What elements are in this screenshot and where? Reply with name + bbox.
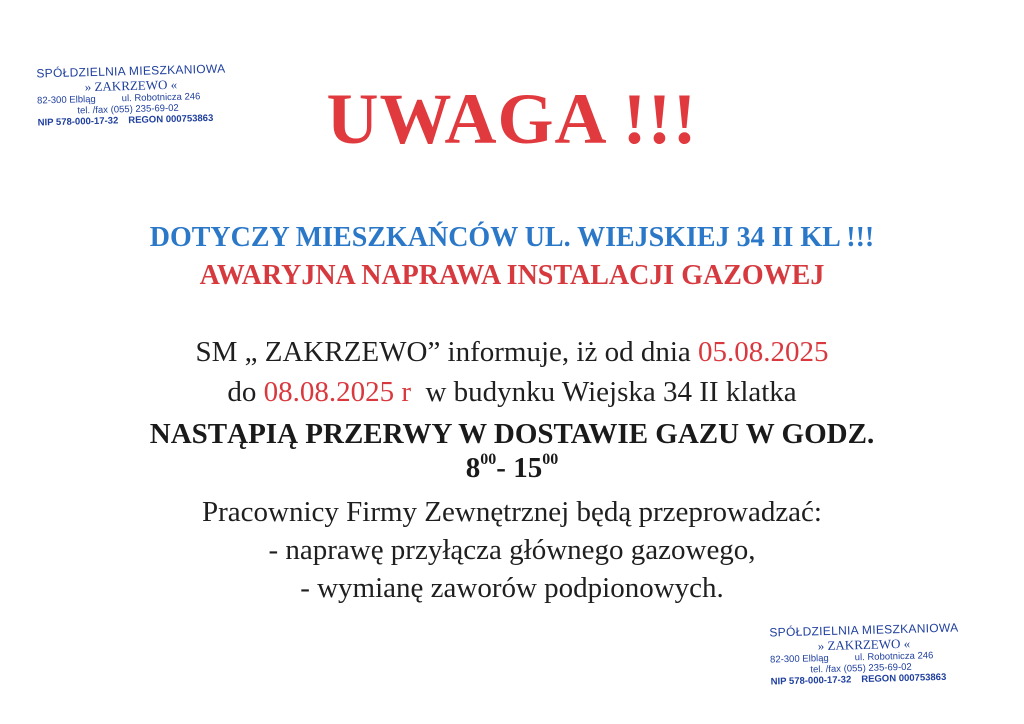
notice-workers: Pracownicy Firmy Zewnętrznej będą przeprowadzać: xyxy=(201,496,822,528)
stamp-name: SPÓŁDZIELNIA MIESZKANIOWA xyxy=(769,620,959,640)
notice-repair: AWARYJNA NAPRAWA INSTALACJI GAZOWEJ xyxy=(199,260,825,291)
date-from: 05.08.2025 xyxy=(698,336,829,368)
notice-title: UWAGA !!! xyxy=(326,79,698,159)
hour-separator: - xyxy=(496,452,514,484)
notice-hours xyxy=(0,452,1024,485)
info-prefix: SM „ ZAKRZEWO” informuje, iż od dnia xyxy=(195,336,699,368)
hour-start-minutes: 00 xyxy=(480,451,497,469)
stamp-phone: tel. /fax (055) 235-69-02 xyxy=(77,102,179,117)
date-to: 08.08.2025 r xyxy=(263,376,411,408)
hour-start: 8 xyxy=(465,452,481,484)
notice-line-info xyxy=(0,336,1024,369)
stamp-phone: tel. /fax (055) 235-69-02 xyxy=(810,661,912,676)
stamp-brand: » ZAKRZEWO « xyxy=(817,635,911,654)
stamp-brand: » ZAKRZEWO « xyxy=(84,76,178,95)
notice-concerns: DOTYCZY MIESZKAŃCÓW UL. WIEJSKIEJ 34 II KL !!! xyxy=(149,222,875,253)
stamp-name: SPÓŁDZIELNIA MIESZKANIOWA xyxy=(36,61,226,81)
stamp-regon: REGON 000753863 xyxy=(128,112,214,126)
notice-task-1: - naprawę przyłącza głównego gazowego, xyxy=(268,534,756,566)
notice-interruption: NASTĄPIĄ PRZERWY W DOSTAWIE GAZU W GODZ. xyxy=(149,418,875,450)
cooperative-stamp-bottom xyxy=(769,622,960,688)
building-suffix: w budynku Wiejska 34 II klatka xyxy=(410,376,797,408)
stamp-regon: REGON 000753863 xyxy=(861,671,947,685)
stamp-nip: NIP 578-000-17-32 xyxy=(770,673,852,688)
notice-task-2: - wymianę zaworów podpionowych. xyxy=(300,572,724,604)
notice-line-building xyxy=(0,376,1024,409)
stamp-postal: 82-300 Elbląg xyxy=(769,652,829,666)
hour-end: 15 xyxy=(513,452,543,484)
stamp-street: ul. Robotnicza 246 xyxy=(854,649,934,663)
stamp-street: ul. Robotnicza 246 xyxy=(121,90,201,104)
stamp-postal: 82-300 Elbląg xyxy=(36,93,96,107)
building-prefix: do xyxy=(227,376,264,408)
hour-end-minutes: 00 xyxy=(542,451,559,469)
stamp-nip: NIP 578-000-17-32 xyxy=(37,114,119,129)
